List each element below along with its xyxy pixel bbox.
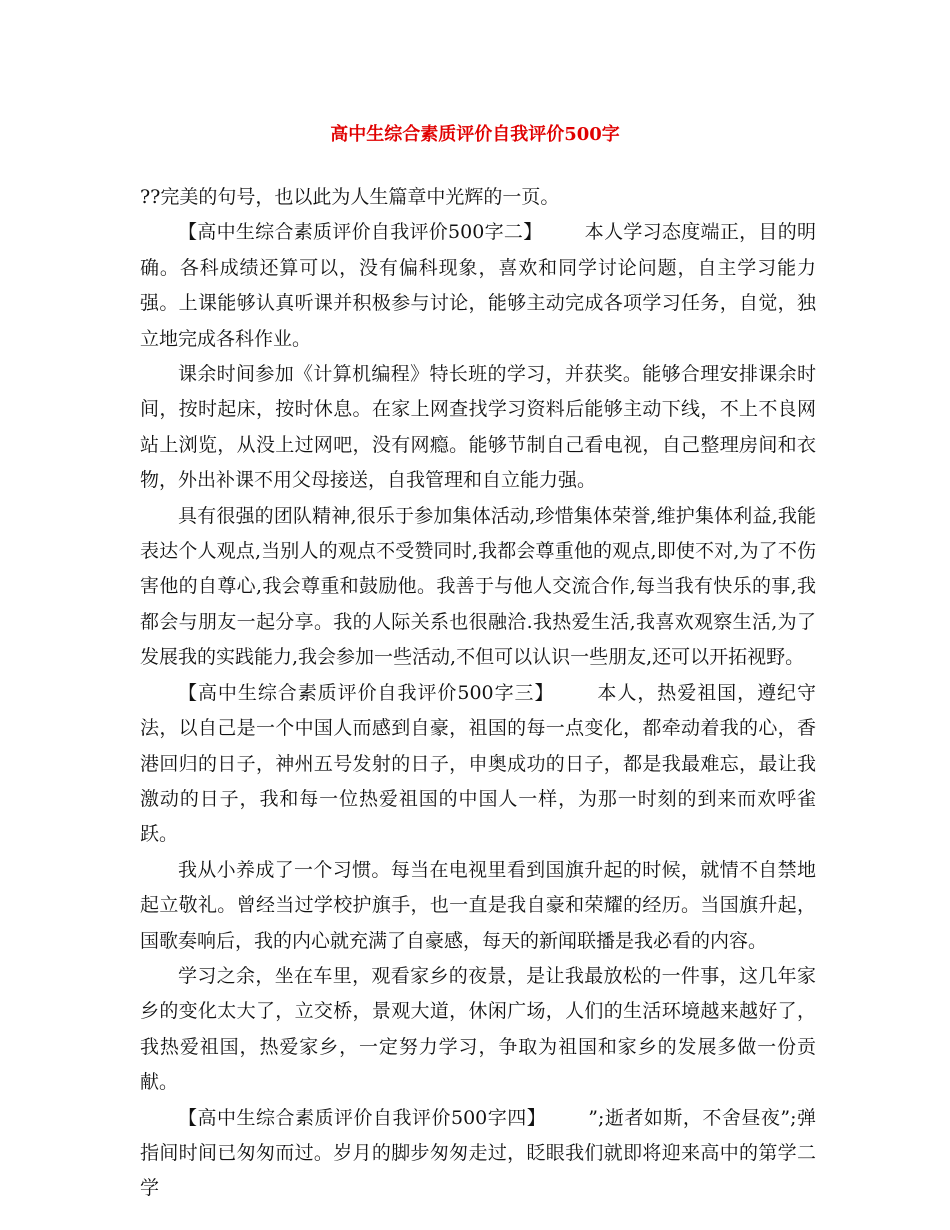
section-heading: 【高中生综合素质评价自我评价500字四】 [178,1106,547,1129]
paragraph [140,853,816,959]
section-heading: 【高中生综合素质评价自我评价500字二】 [178,221,543,244]
paragraph-text: 本人，热爱祖国，遵纪守法，以自己是一个中国人而感到自豪，祖国的每一点变化，都牵动着我的心，香港回归的日子，神州五号发射的日子，申奥成功的日子，都是我最难忘，最让我激动的日子，我和每一位热爱祖国的中国人一样，为那一时刻的到来而欢呼雀跃。 [140,681,816,846]
document-title: 高中生综合素质评价自我评价500字 [330,124,620,145]
paragraph [140,676,816,853]
paragraph-text: ??完美的句号，也以此为人生篇章中光辉的一页。 [140,186,560,208]
paragraph-text: 具有很强的团队精神,很乐于参加集体活动,珍惜集体荣誉,维护集体利益,我能表达个人观点,当别人的观点不受赞同时,我都会尊重他的观点,即使不对,为了不伤害他的自尊心,我会尊重和鼓励他。我善于与他人交流合作,每当我有快乐的事,我都会与朋友一起分享。我的人际关系也很融洽.我热爱生活,我喜欢观察生活,为了发展我的实践能力,我会参加一些活动,不但可以认识一些朋友,还可以开拓视野。 [140,504,816,669]
paragraph [140,499,816,676]
paragraph-text: 本人学习态度端正，目的明确。各科成绩还算可以，没有偏科现象，喜欢和同学讨论问题，自主学习能力强。上课能够认真听课并积极参与讨论，能够主动完成各项学习任务，自觉，独立地完成各科作业。 [140,221,816,350]
paragraph [140,215,816,357]
document-body [140,180,816,1207]
section-heading: 【高中生综合素质评价自我评价500字三】 [178,681,555,704]
paragraph-text: 学习之余，坐在车里，观看家乡的夜景，是让我最放松的一件事，这几年家乡的变化太大了，立交桥，景观大道，休闲广场，人们的生活环境越来越好了，我热爱祖国，热爱家乡，一定努力学习，争取为祖国和家乡的发展多做一份贡献。 [140,964,816,1094]
paragraph-text: 课余时间参加《计算机编程》特长班的学习，并获奖。能够合理安排课余时间，按时起床，按时休息。在家上网查找学习资料后能够主动下线，不上不良网站上浏览，从没上过网吧，没有网瘾。能够节制自己看电视，自己整理房间和衣物，外出补课不用父母接送，自我管理和自立能力强。 [140,363,816,492]
paragraph [140,959,816,1101]
paragraph-text: 我从小养成了一个习惯。每当在电视里看到国旗升起的时候，就情不自禁地起立敬礼。曾经当过学校护旗手，也一直是我自豪和荣耀的经历。当国旗升起，国歌奏响后，我的内心就充满了自豪感，每天的新闻联播是我必看的内容。 [140,858,816,952]
paragraph [140,357,816,499]
paragraph-text: ”;逝者如斯，不舍昼夜”;弹指间时间已匆匆而过。岁月的脚步匆匆走过，眨眼我们就即将迎来高中的第学二学 [140,1106,816,1200]
paragraph [140,1101,816,1207]
paragraph [140,180,816,215]
